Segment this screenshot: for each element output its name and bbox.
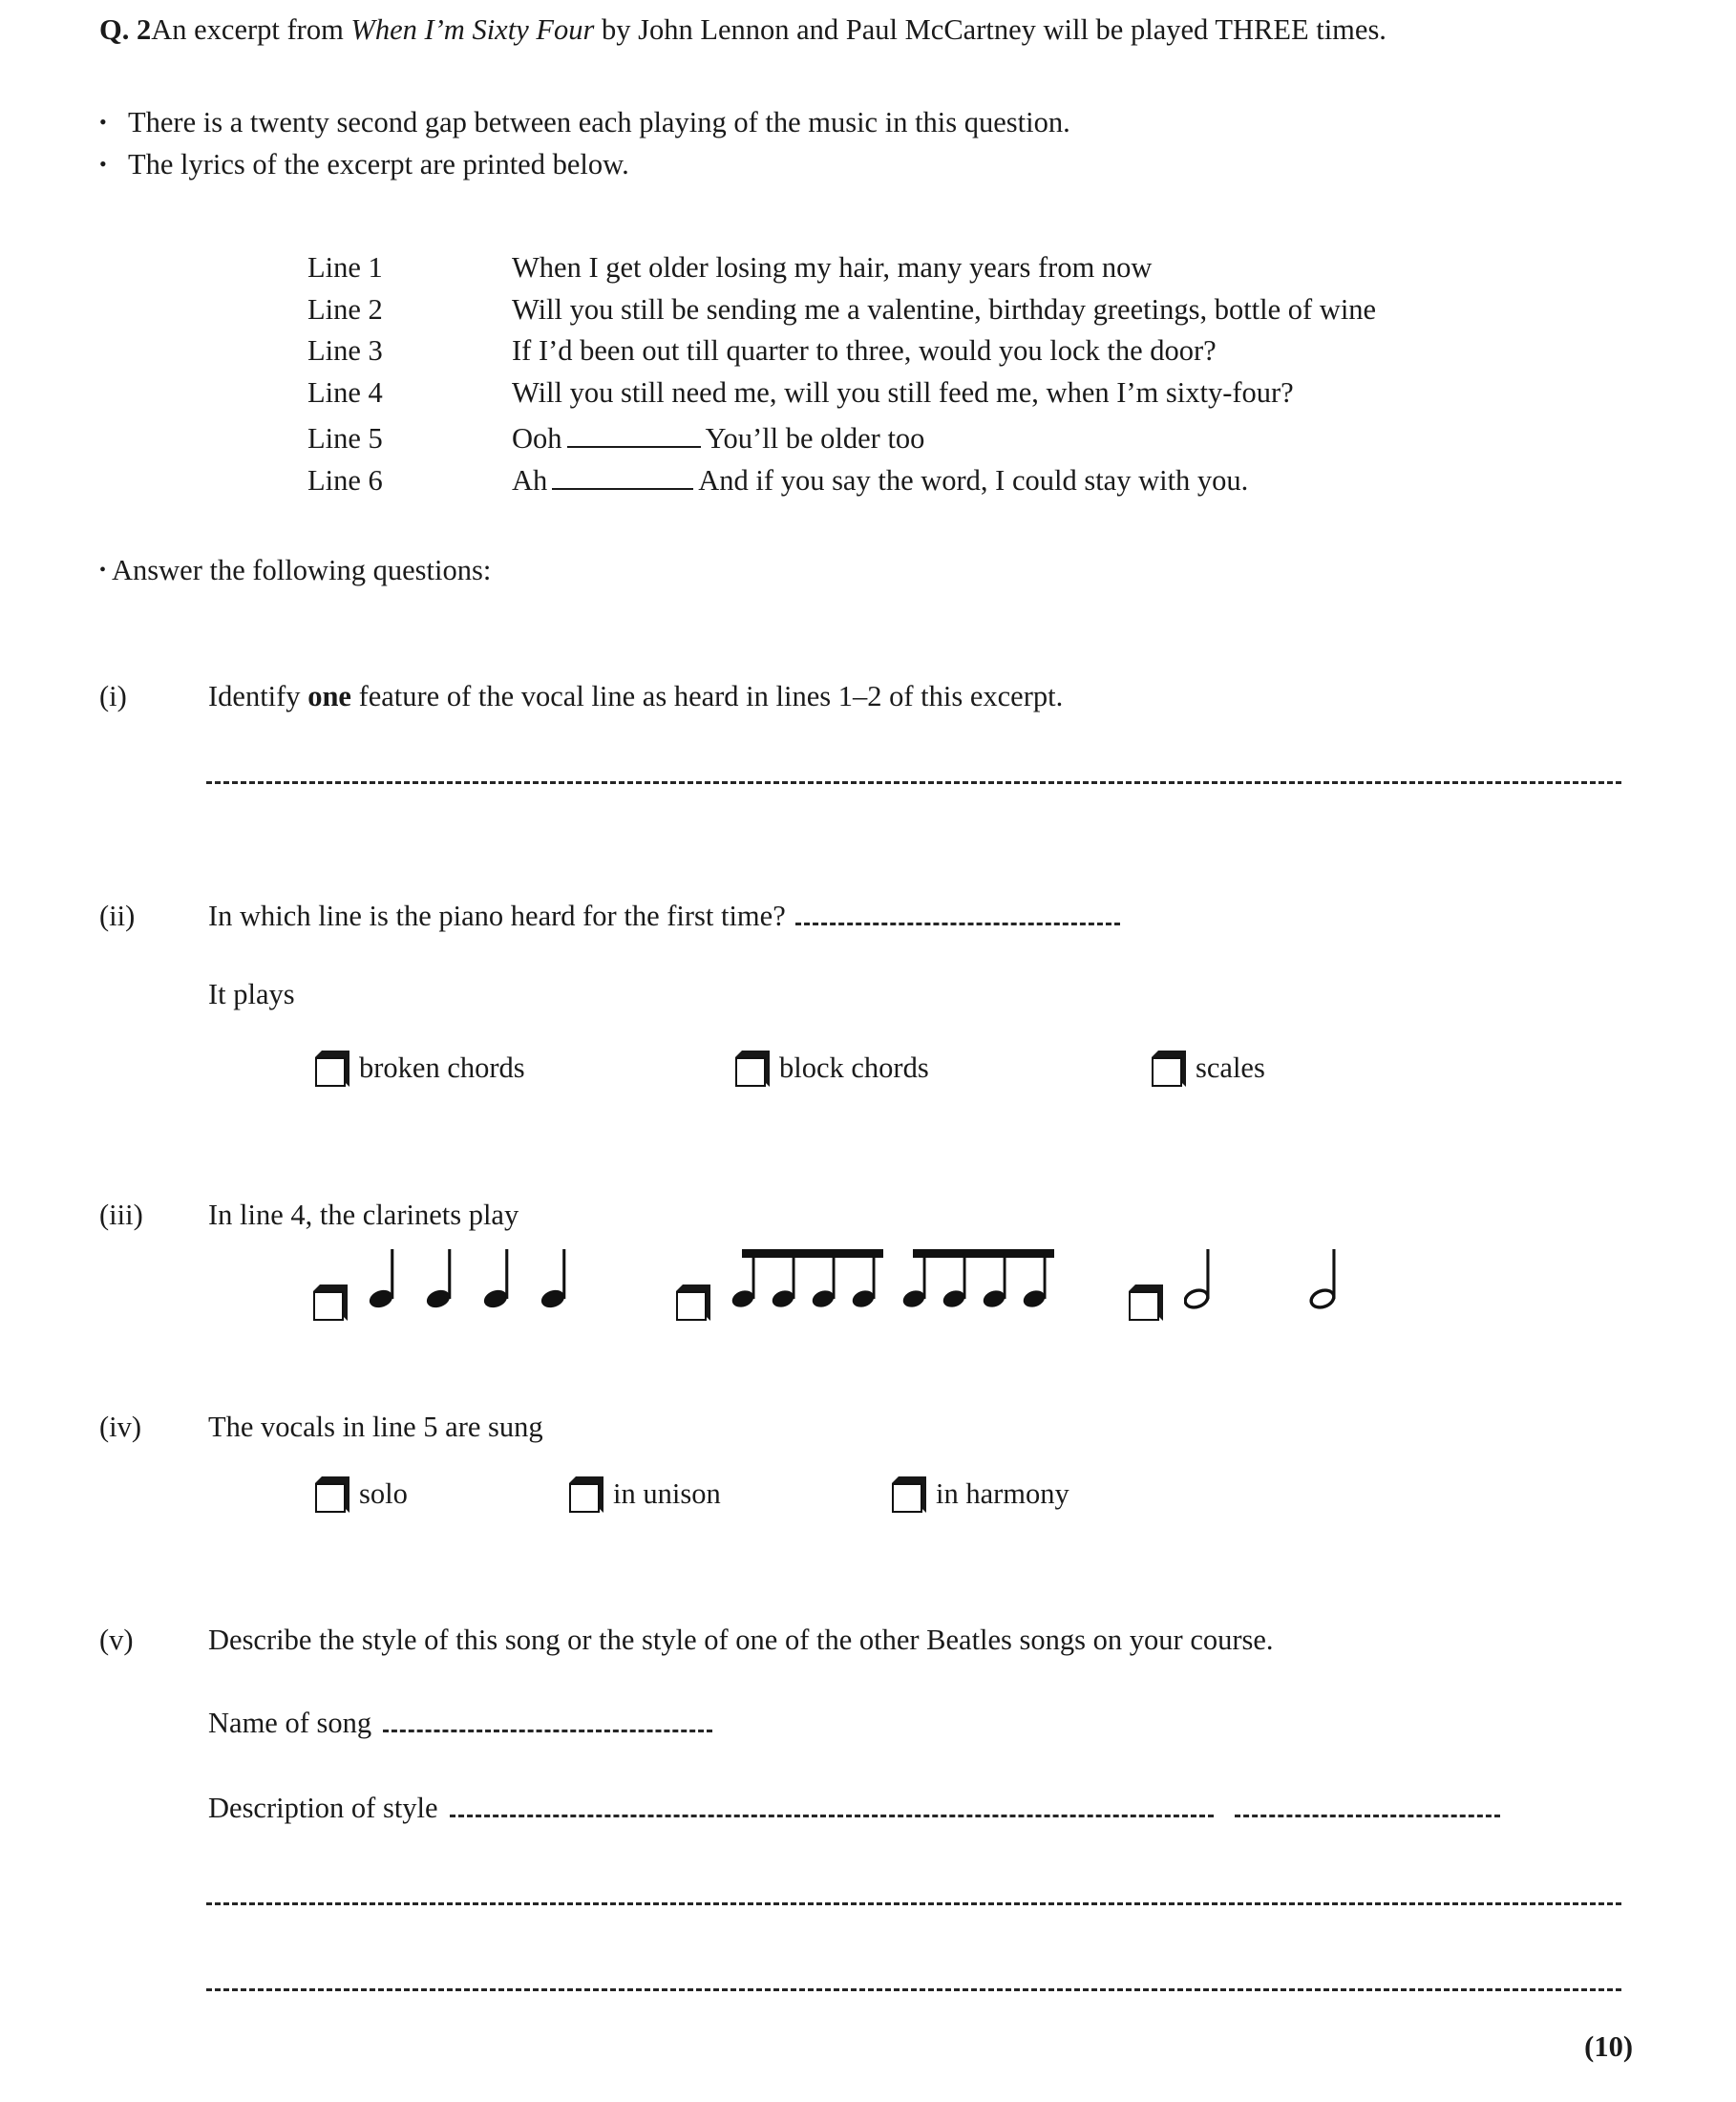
lyric-line-text: When I get older losing my hair, many years from now bbox=[512, 251, 1153, 284]
part-i-text-a: Identify bbox=[208, 680, 308, 712]
bullet-dot-icon: • bbox=[99, 152, 107, 177]
checkbox-icon[interactable] bbox=[313, 1285, 348, 1319]
lyric-fill-blank[interactable] bbox=[552, 461, 693, 490]
option-label: in harmony bbox=[936, 1476, 1069, 1510]
checkbox-icon[interactable] bbox=[569, 1476, 603, 1511]
field-label: Name of song bbox=[208, 1707, 372, 1739]
option-block-chords[interactable] bbox=[735, 1051, 929, 1085]
question-heading bbox=[99, 11, 1387, 49]
option-label: in unison bbox=[613, 1476, 721, 1510]
lyric-line bbox=[307, 336, 1376, 378]
lyric-fill-blank[interactable] bbox=[567, 419, 701, 448]
instruction-bullet bbox=[99, 103, 1070, 141]
heading-text-after-title: by John Lennon and Paul McCartney will be played THREE times. bbox=[594, 13, 1387, 46]
lyric-line-label: Line 1 bbox=[307, 251, 383, 284]
checkbox-icon[interactable] bbox=[735, 1051, 770, 1085]
lyrics-block bbox=[307, 253, 1376, 502]
lyric-line bbox=[307, 375, 1376, 420]
bullet-dot-icon: • bbox=[99, 110, 107, 134]
field-name-of-song bbox=[208, 1707, 712, 1740]
option-label: scales bbox=[1196, 1051, 1265, 1084]
checkbox-icon[interactable] bbox=[1152, 1051, 1186, 1085]
part-text-v: Describe the style of this song or the style of one of the other Beatles songs on your course. bbox=[208, 1624, 1274, 1656]
lyric-line-label: Line 4 bbox=[307, 375, 383, 409]
lyric-line bbox=[307, 461, 1376, 503]
heading-text-before-title: An excerpt from bbox=[151, 13, 351, 46]
lyric-line-text: Will you still need me, will you still feed me, when I’m sixty-four? bbox=[512, 375, 1294, 409]
lyric-line-label: Line 2 bbox=[307, 292, 383, 326]
answer-line-i-1[interactable] bbox=[206, 781, 1621, 784]
notation-two-groups-of-four-beamed-eighth-notes bbox=[731, 1240, 1064, 1321]
question-number: Q. 2 bbox=[99, 13, 152, 46]
marks-total: (10) bbox=[1584, 2030, 1633, 2063]
lyric-line-text-before-blank: Ah bbox=[512, 463, 548, 497]
answer-line-v-3[interactable] bbox=[206, 1988, 1621, 1991]
lyric-line-text: Will you still be sending me a valentine, birthday greetings, bottle of wine bbox=[512, 292, 1377, 326]
lyric-line-text-after-blank: And if you say the word, I could stay with you. bbox=[698, 463, 1249, 497]
field-description-of-style bbox=[208, 1792, 1500, 1825]
option-label: broken chords bbox=[359, 1051, 525, 1084]
part-marker-iii: (iii) bbox=[99, 1199, 143, 1231]
answer-blank-song-name[interactable] bbox=[383, 1715, 712, 1732]
answer-line-v-2[interactable] bbox=[206, 1902, 1621, 1905]
part-i-emphasis: one bbox=[307, 680, 351, 712]
part-i-text-b: feature of the vocal line as heard in lines 1–2 of this excerpt. bbox=[350, 680, 1064, 712]
part-text-ii bbox=[208, 900, 1120, 933]
checkbox-icon[interactable] bbox=[315, 1476, 349, 1511]
checkbox-icon[interactable] bbox=[676, 1285, 710, 1319]
part-text-i bbox=[208, 680, 1063, 713]
option-two-minims[interactable] bbox=[1129, 1240, 1360, 1321]
part-marker-iv: (iv) bbox=[99, 1411, 142, 1443]
part-text-iii: In line 4, the clarinets play bbox=[208, 1199, 519, 1231]
part-ii-subprompt: It plays bbox=[208, 978, 295, 1010]
notation-two-half-notes bbox=[1184, 1240, 1360, 1321]
instruction-bullet bbox=[99, 145, 1070, 183]
part-ii-question: In which line is the piano heard for the first time? bbox=[208, 900, 786, 932]
checkbox-icon[interactable] bbox=[892, 1476, 926, 1511]
song-title: When I’m Sixty Four bbox=[350, 13, 595, 46]
lyric-line-label: Line 3 bbox=[307, 334, 383, 367]
checkbox-icon[interactable] bbox=[1129, 1285, 1163, 1319]
option-four-crotchets[interactable] bbox=[313, 1240, 590, 1321]
instruction-bullets bbox=[99, 103, 1070, 188]
lyric-line-text: If I’d been out till quarter to three, would you lock the door? bbox=[512, 334, 1217, 367]
answer-blank-ii-line[interactable] bbox=[795, 908, 1120, 925]
lyric-line-text-after-blank: You’ll be older too bbox=[705, 422, 925, 456]
option-label: block chords bbox=[779, 1051, 929, 1084]
bullet-dot-icon: • bbox=[99, 560, 107, 581]
lyric-line-label: Line 6 bbox=[307, 463, 383, 497]
lyric-line-label: Line 5 bbox=[307, 422, 383, 456]
instruction-bullet-text: There is a twenty second gap between each playing of the music in this question. bbox=[128, 106, 1070, 138]
option-label: solo bbox=[359, 1476, 408, 1510]
instruction-bullet-text: The lyrics of the excerpt are printed below. bbox=[128, 148, 629, 181]
answer-blank-style-b[interactable] bbox=[1235, 1800, 1500, 1817]
lyric-line bbox=[307, 292, 1377, 337]
option-in-harmony[interactable] bbox=[892, 1476, 1069, 1511]
answer-instruction bbox=[99, 554, 491, 587]
lyric-line bbox=[307, 253, 1376, 295]
option-solo[interactable] bbox=[315, 1476, 408, 1511]
part-text-iv: The vocals in line 5 are sung bbox=[208, 1411, 543, 1443]
notation-four-quarter-notes bbox=[369, 1240, 590, 1321]
option-broken-chords[interactable] bbox=[315, 1051, 525, 1085]
checkbox-icon[interactable] bbox=[315, 1051, 349, 1085]
option-in-unison[interactable] bbox=[569, 1476, 721, 1511]
part-marker-ii: (ii) bbox=[99, 900, 136, 932]
lyric-line-text-before-blank: Ooh bbox=[512, 422, 562, 456]
answer-blank-style-a[interactable] bbox=[450, 1800, 1214, 1817]
lyric-line bbox=[307, 419, 1376, 461]
field-label: Description of style bbox=[208, 1792, 438, 1824]
option-scales[interactable] bbox=[1152, 1051, 1265, 1085]
answer-instruction-text: Answer the following questions: bbox=[112, 554, 492, 586]
part-marker-i: (i) bbox=[99, 680, 127, 712]
option-two-groups-of-quavers[interactable] bbox=[676, 1240, 1064, 1321]
part-marker-v: (v) bbox=[99, 1624, 134, 1656]
